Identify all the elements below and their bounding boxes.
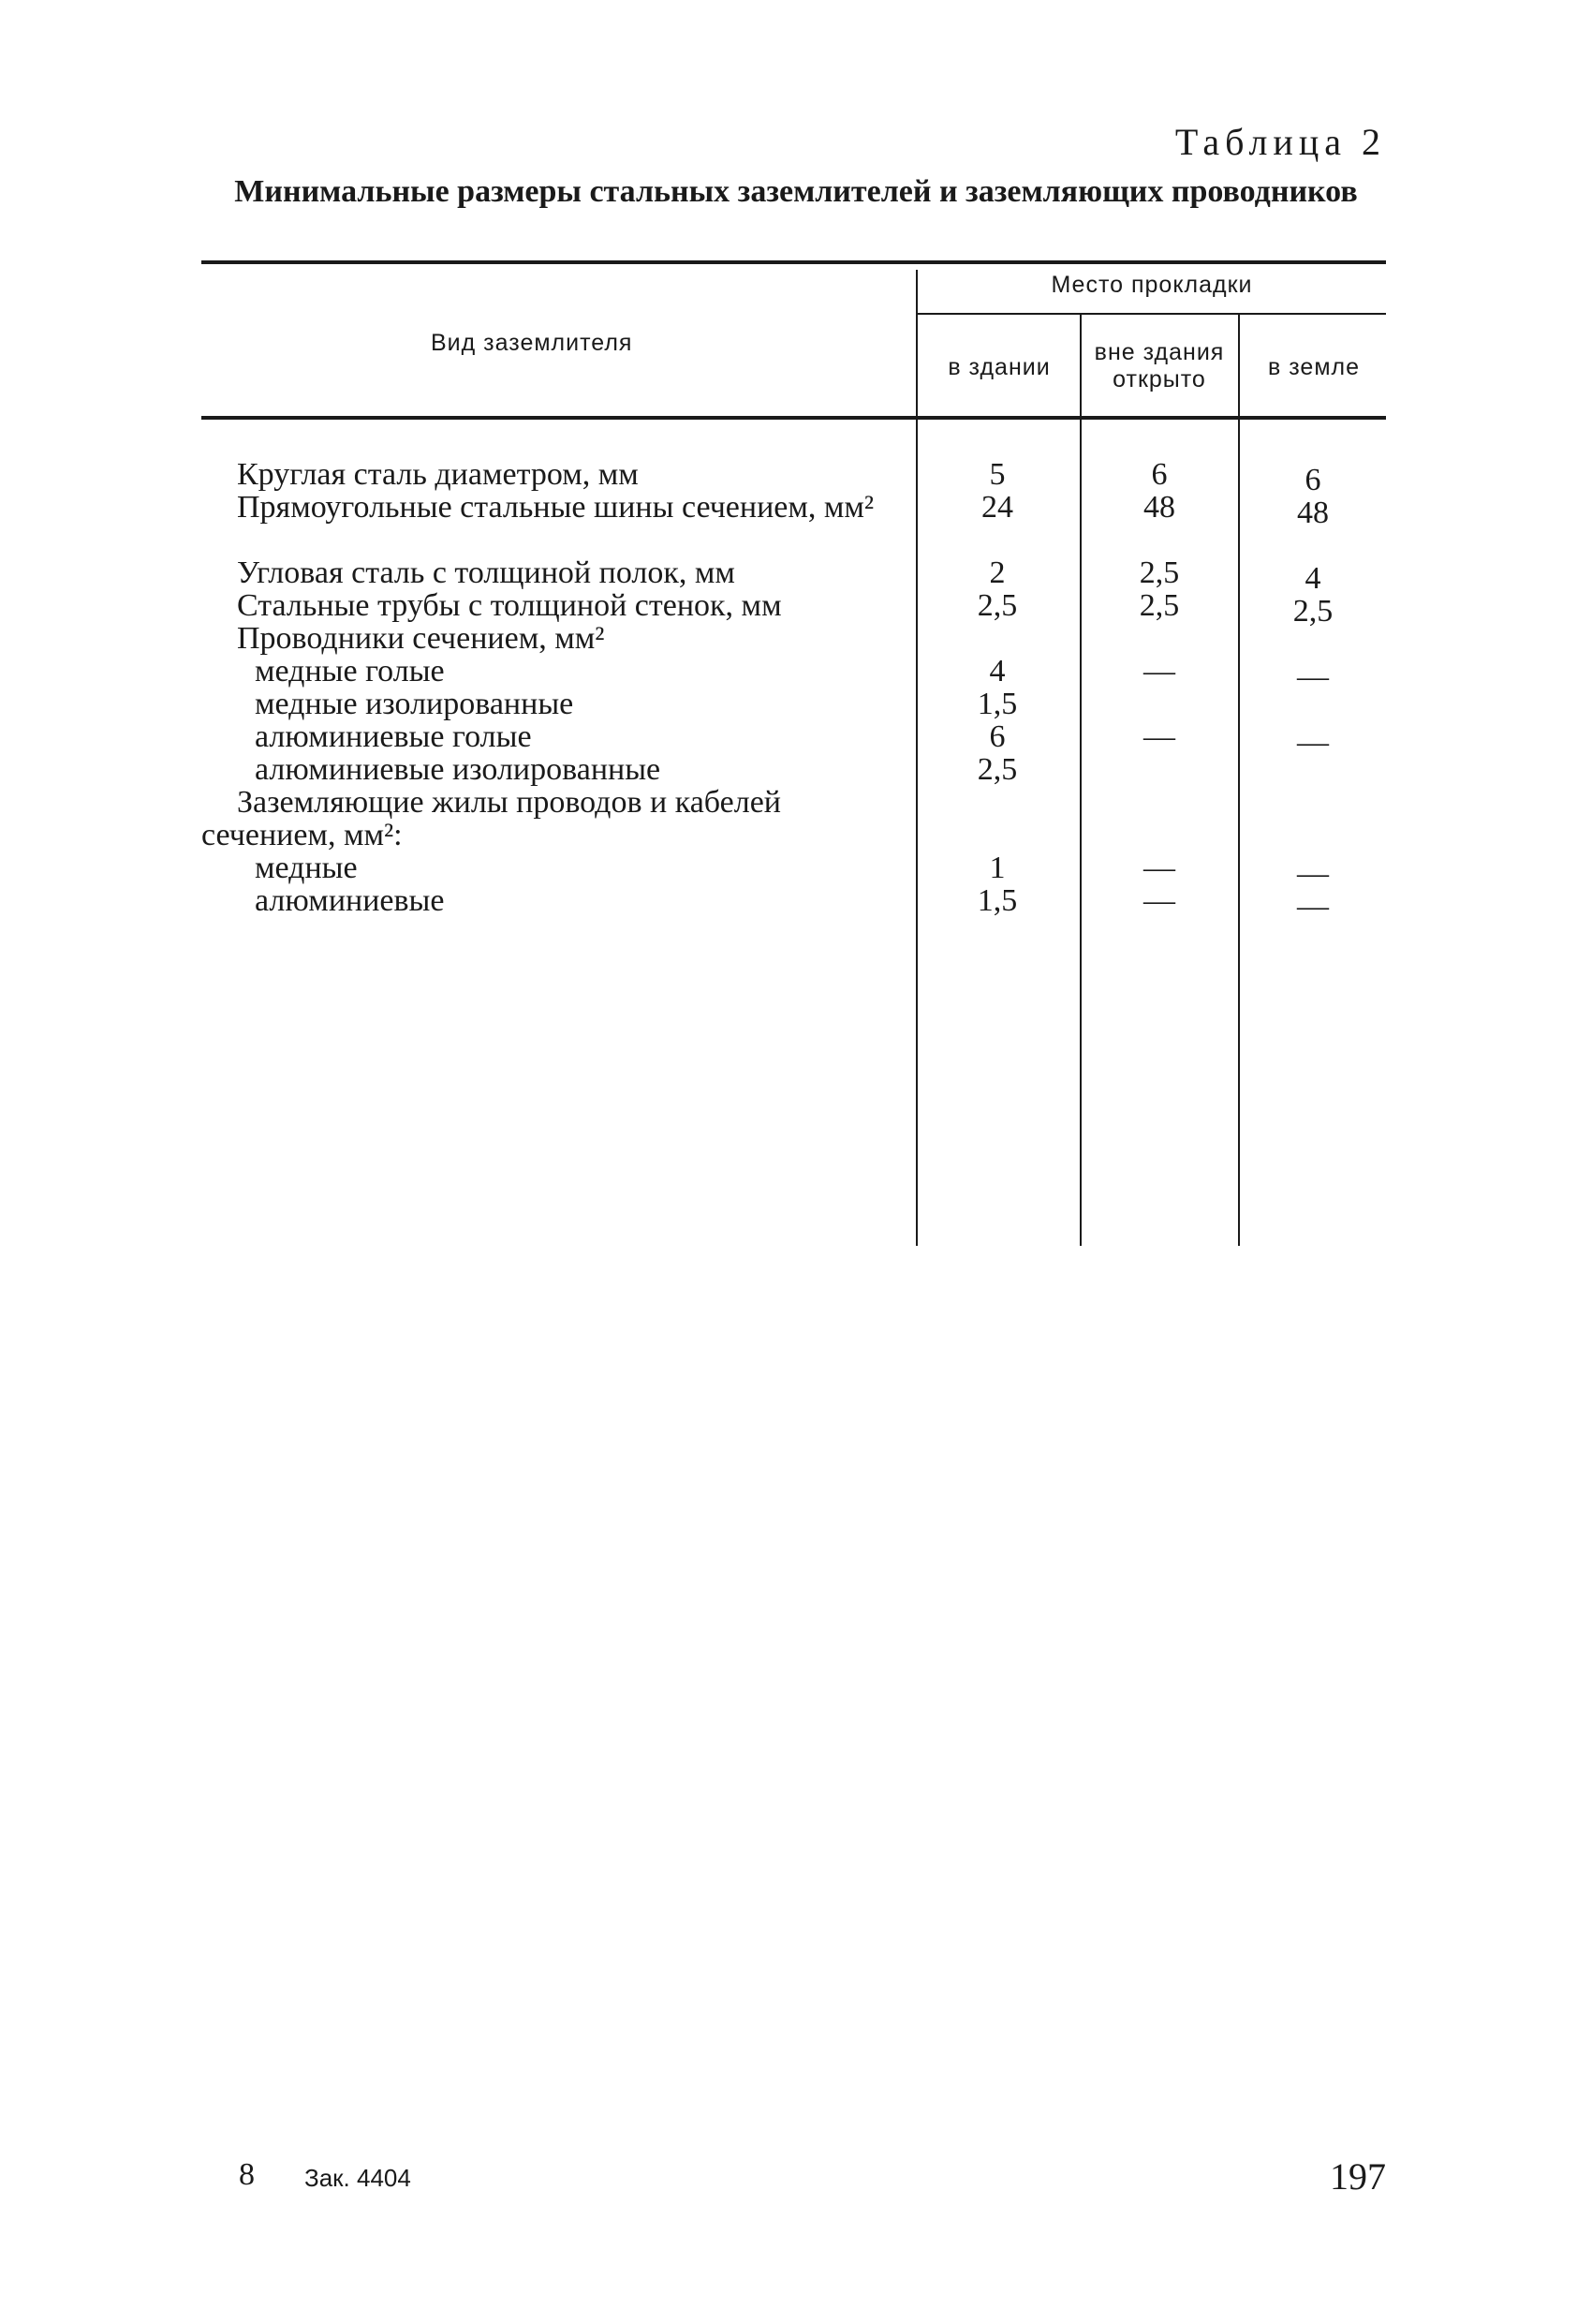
column-header-outside-open: вне здания открыто [1094, 339, 1225, 392]
column-header-in-building: в здании [948, 354, 1051, 380]
row-label: Проводники сечением, мм² [237, 621, 605, 656]
row-header: Вид заземлителя [431, 330, 633, 356]
row-label: Стальные трубы с толщиной стенок, мм [237, 588, 782, 623]
cell-value: 5 [989, 457, 1006, 492]
cell-value: — [1143, 654, 1175, 688]
cell-value: — [1143, 883, 1175, 918]
cell-value: 4 [1305, 561, 1321, 596]
page-number: 197 [1330, 2155, 1386, 2198]
row-label: алюминиевые изолированные [255, 752, 661, 787]
column-divider-3 [1238, 315, 1240, 1246]
group-header: Место прокладки [1051, 272, 1253, 298]
row-label: медные изолированные [255, 687, 574, 721]
cell-value: 2,5 [1292, 594, 1334, 629]
cell-value: 2,5 [1139, 555, 1180, 590]
column-header-in-ground: в земле [1268, 354, 1360, 380]
table-number: Таблица 2 [1174, 121, 1386, 163]
cell-value: 6 [1305, 463, 1321, 497]
cell-value: 24 [981, 490, 1013, 525]
row-label: Круглая сталь диаметром, мм [237, 457, 639, 492]
table-title: Минимальные размеры стальных заземлителей и заземляющих проводников [234, 174, 1358, 209]
cell-value: 2,5 [977, 588, 1018, 623]
table-top-rule [201, 260, 1386, 264]
row-label: алюминиевые голые [255, 719, 532, 754]
cell-value: 2,5 [1139, 588, 1180, 623]
cell-value: 48 [1143, 490, 1175, 525]
cell-value: — [1297, 889, 1329, 924]
order-number: Зак. 4404 [304, 2164, 411, 2192]
column-divider-2 [1080, 315, 1082, 1246]
cell-value: 6 [989, 719, 1006, 754]
row-label: алюминиевые [255, 883, 445, 918]
row-label: Заземляющие жилы проводов и кабелей сечением, мм²: [201, 785, 782, 852]
cell-value: 1,5 [977, 883, 1018, 918]
cell-value: 2,5 [977, 752, 1018, 787]
row-label: Прямоугольные стальные шины сечением, мм² [237, 490, 875, 525]
cell-value: 48 [1297, 496, 1329, 530]
row-label: медные голые [255, 654, 445, 688]
cell-value: — [1297, 856, 1329, 891]
row-label: Угловая сталь с толщиной полок, мм [237, 555, 735, 590]
cell-value: 2 [989, 555, 1006, 590]
cell-value: 4 [989, 654, 1006, 688]
cell-value: — [1297, 725, 1329, 760]
sheet-mark: 8 [239, 2157, 255, 2192]
column-divider-1 [916, 270, 918, 1246]
header-bottom-rule [201, 416, 1386, 420]
cell-value: — [1143, 851, 1175, 885]
cell-value: 1,5 [977, 687, 1018, 721]
row-label: медные [255, 851, 358, 885]
cell-value: — [1297, 659, 1329, 694]
cell-value: 6 [1151, 457, 1168, 492]
cell-value: 1 [989, 851, 1006, 885]
group-header-rule [918, 313, 1386, 315]
cell-value: — [1143, 719, 1175, 754]
